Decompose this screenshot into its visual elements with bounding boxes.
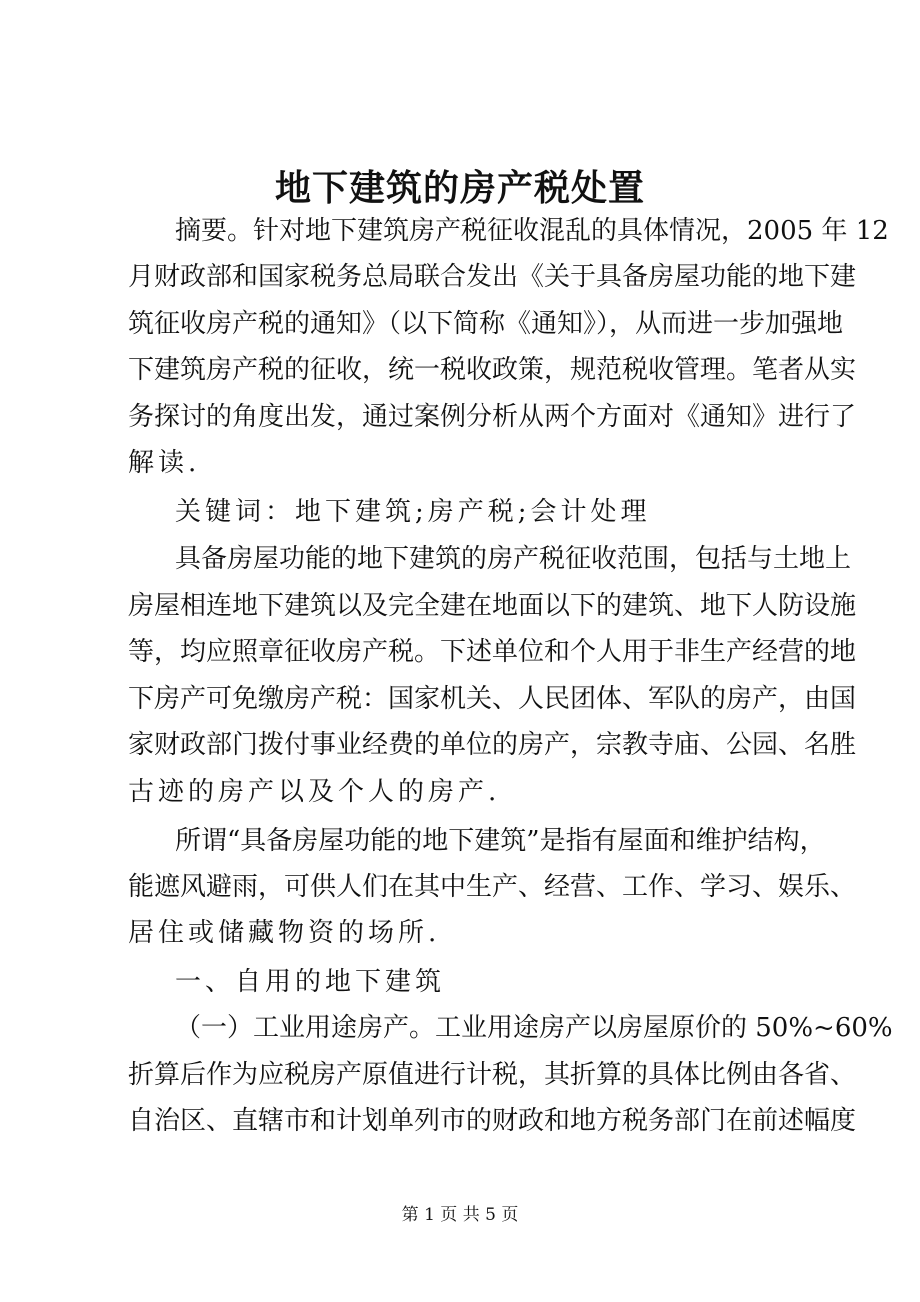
abstract-line: 下建筑房产税的征收，统一税收政策，规范税收管理。笔者从实 [128,355,857,385]
definition-line: 居住或储藏物资的场所. [128,918,441,948]
keywords-line: 关键词：地下建筑;房产税;会计处理 [175,497,651,527]
page-footer: 第 1 页 共 5 页 [401,1205,519,1225]
abstract-line: 务探讨的角度出发，通过案例分析从两个方面对《通知》进行了 [128,402,857,432]
scope-line: 具备房屋功能的地下建筑的房产税征收范围，包括与土地上 [175,544,852,574]
abstract-line: 摘要。针对地下建筑房产税征收混乱的具体情况，2005 年 12 [175,216,889,246]
industrial-line: （一）工业用途房产。工业用途房产以房屋原价的 50%~60% [175,1013,893,1043]
definition-line: 所谓“具备房屋功能的地下建筑”是指有屋面和维护结构， [175,826,826,856]
scope-line: 等，均应照章征收房产税。下述单位和个人用于非生产经营的地 [128,637,857,667]
section-heading-line: 一、自用的地下建筑 [175,967,446,997]
definition-line: 能遮风避雨，可供人们在其中生产、经营、工作、学习、娱乐、 [128,872,857,902]
abstract-line: 解读. [128,448,201,478]
scope-line: 家财政部门拨付事业经费的单位的房产，宗教寺庙、公园、名胜 [128,730,857,760]
scope-line: 房屋相连地下建筑以及完全建在地面以下的建筑、地下人防设施 [128,591,857,621]
industrial-line: 自治区、直辖市和计划单列市的财政和地方税务部门在前述幅度 [128,1106,857,1136]
industrial-line: 折算后作为应税房产原值进行计税，其折算的具体比例由各省、 [128,1060,857,1090]
scope-line: 古迹的房产以及个人的房产. [128,777,501,807]
abstract-line: 筑征收房产税的通知》（以下简称《通知》），从而进一步加强地 [128,309,844,339]
page-title: 地下建筑的房产税处置 [274,168,645,209]
scope-line: 下房产可免缴房产税：国家机关、人民团体、军队的房产，由国 [128,684,857,714]
abstract-line: 月财政部和国家税务总局联合发出《关于具备房屋功能的地下建 [128,262,857,292]
